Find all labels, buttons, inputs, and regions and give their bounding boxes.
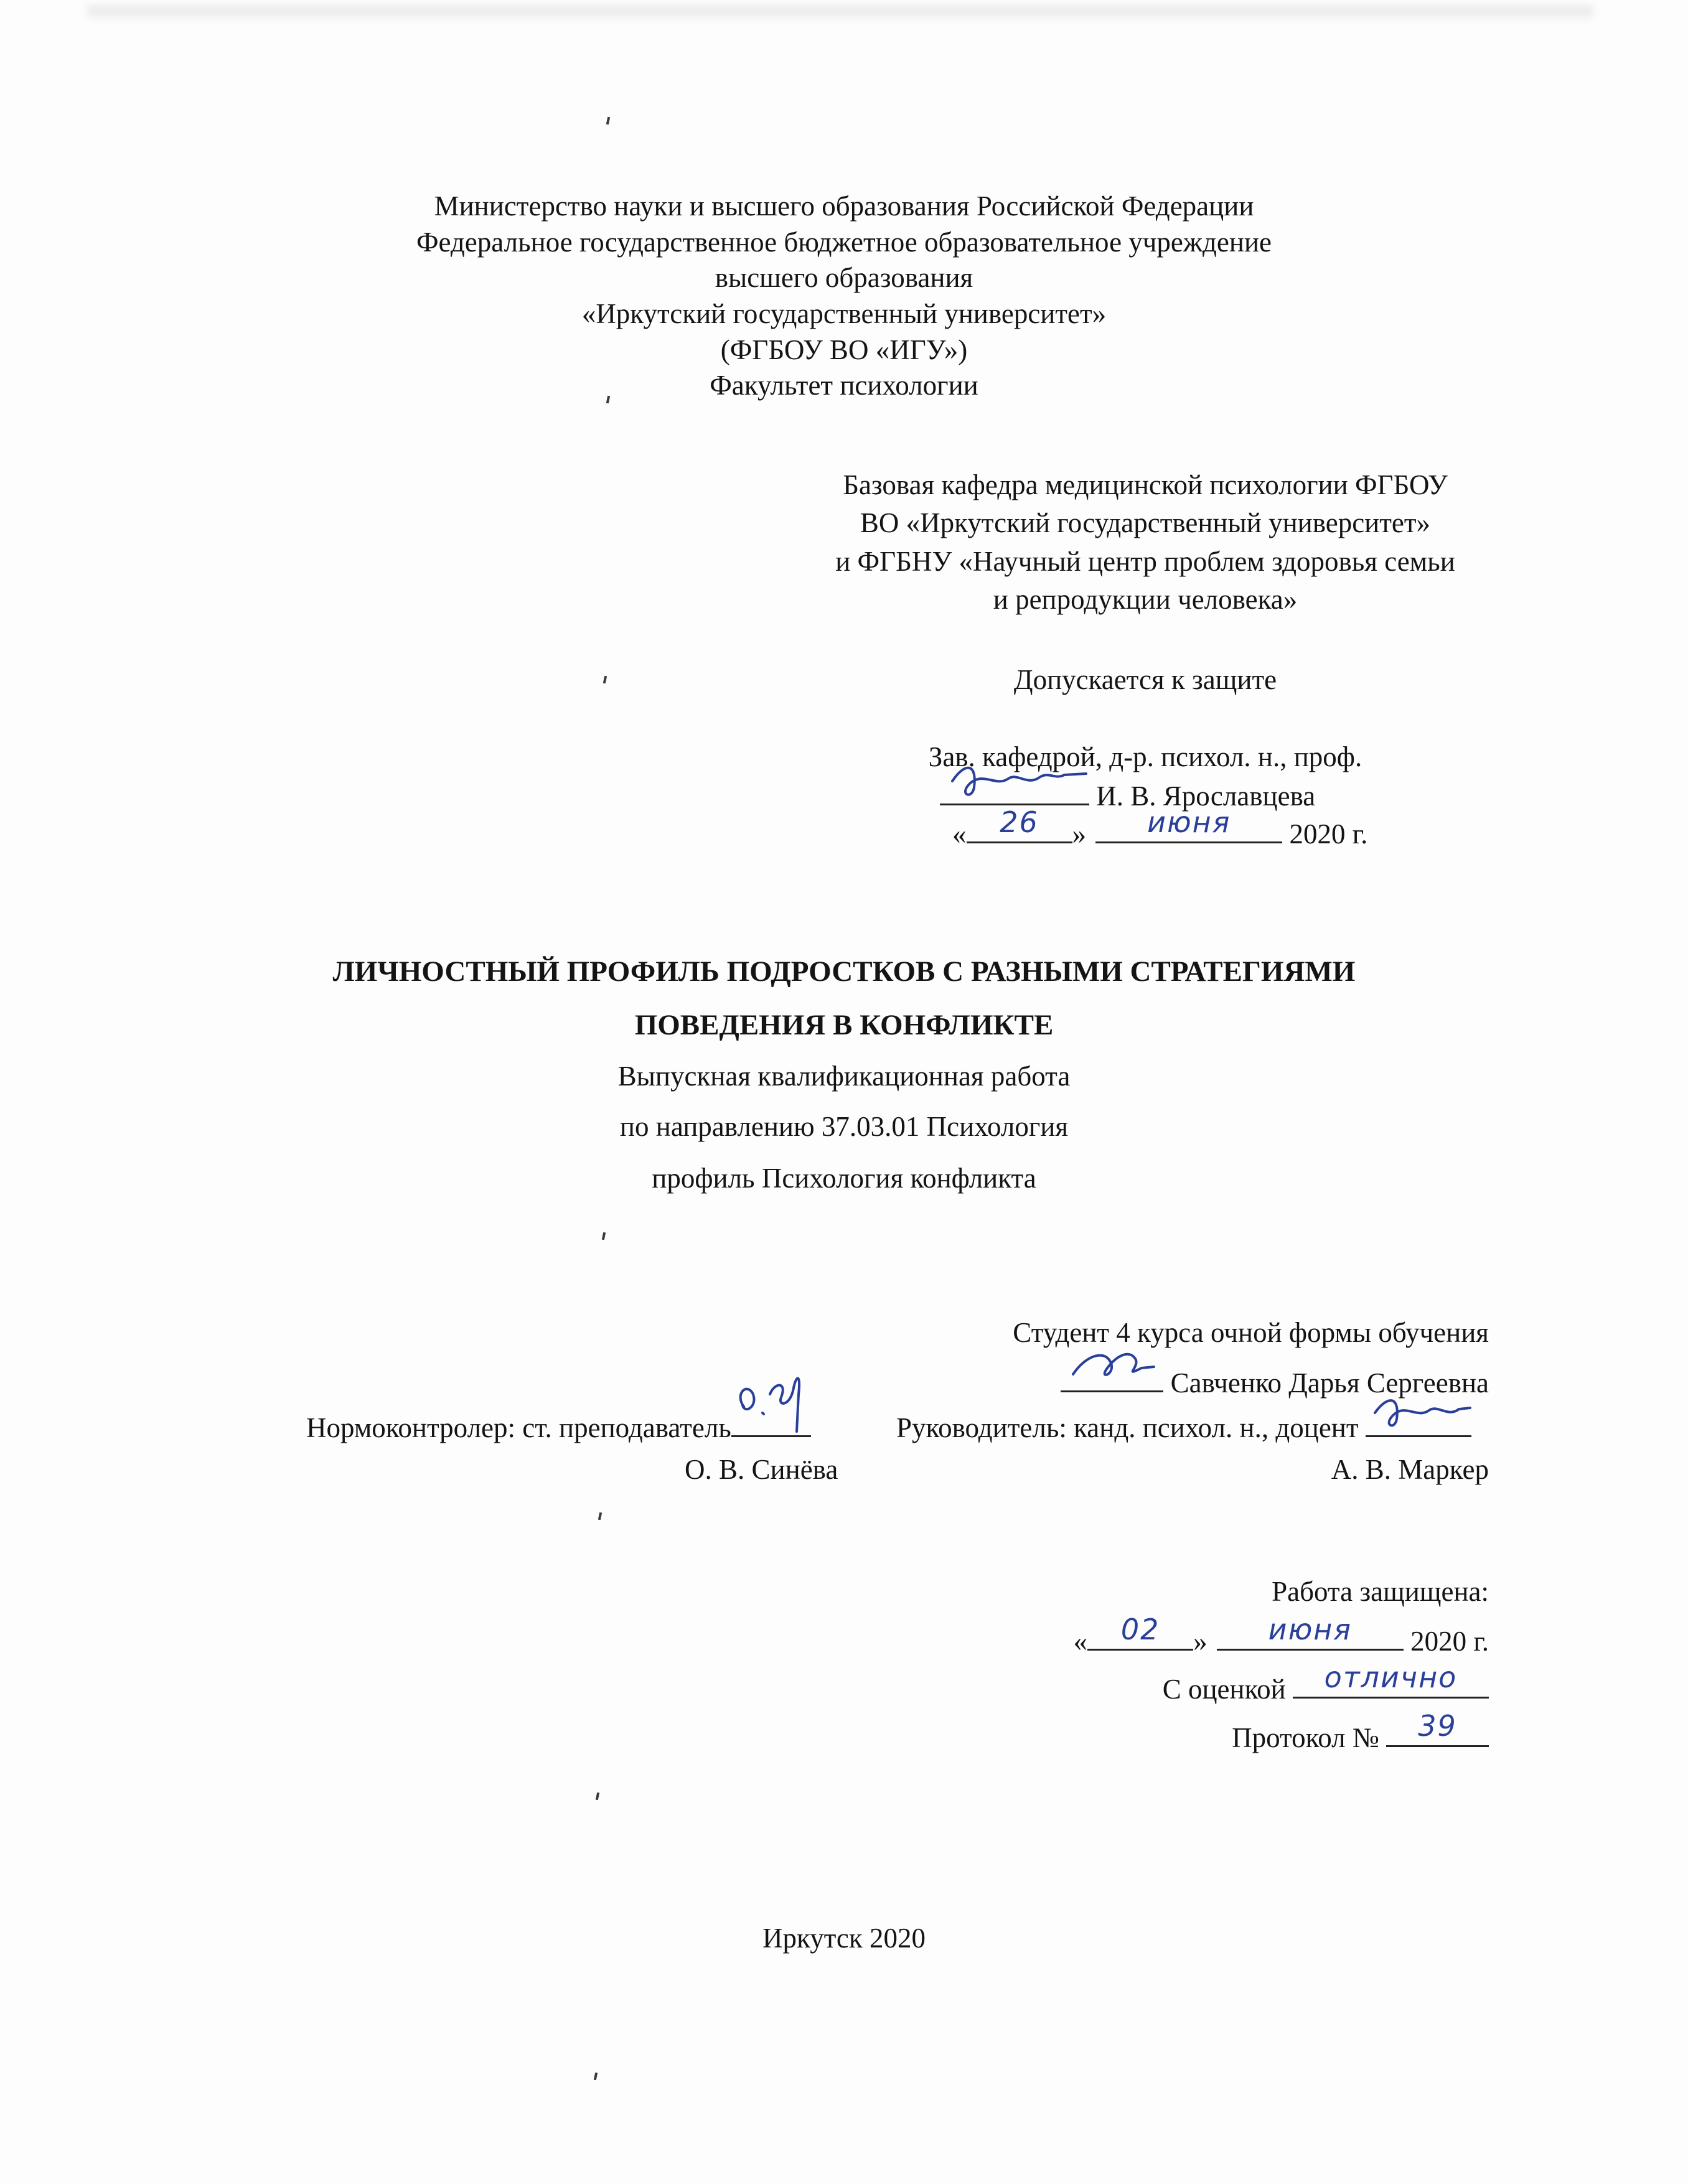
department-line-2: ВО «Иркутский государственный университет»: [860, 507, 1431, 538]
institution-line: Федеральное государственное бюджетное образовательное учреждение: [416, 227, 1272, 258]
city-year: Иркутск 2020: [762, 1923, 926, 1954]
supervisor-name: А. В. Маркер: [1331, 1454, 1489, 1485]
admission-day-blank: [967, 805, 1072, 843]
admission-open-quote: «: [952, 818, 967, 850]
head-name: И. В. Ярославцева: [1096, 780, 1316, 812]
normcontroller-signature: [731, 1369, 811, 1438]
defense-day-blank: [1087, 1613, 1193, 1651]
work-type: Выпускная квалификационная работа: [617, 1061, 1071, 1092]
scan-speck: [606, 117, 610, 125]
defense-date-row: [934, 1613, 1489, 1659]
defense-label: Работа защищена:: [1272, 1576, 1489, 1607]
scan-speck: [603, 676, 607, 684]
department-line-1: Базовая кафедра медицинской психологии ФГБОУ: [843, 469, 1448, 500]
university-line: «Иркутский государственный университет»: [581, 298, 1107, 329]
student-label: Студент 4 курса очной формы обучения: [1013, 1317, 1489, 1348]
student-name: Савченко Дарья Сергеевна: [1170, 1367, 1489, 1399]
student-signature: [1061, 1343, 1163, 1393]
direction: по направлению 37.03.01 Психология: [619, 1111, 1069, 1142]
normcontroller-label: Нормоконтролер: ст. преподаватель: [306, 1412, 731, 1443]
supervisor-signature: [1366, 1388, 1471, 1438]
department-line-4: и репродукции человека»: [993, 584, 1298, 615]
profile: профиль Психология конфликта: [652, 1163, 1036, 1194]
protocol-blank: [1386, 1709, 1489, 1747]
grade-blank: [1293, 1661, 1489, 1699]
normcontroller-name: О. В. Синёва: [685, 1454, 838, 1485]
admission-month-blank: [1095, 805, 1282, 843]
scan-speck: [598, 1512, 602, 1521]
education-level-line: высшего образования: [715, 262, 973, 293]
grade-value: отлично: [1324, 1661, 1458, 1694]
grade-label: С оценкой: [1162, 1674, 1286, 1705]
protocol-row: [1058, 1709, 1489, 1756]
scan-speck: [596, 1793, 599, 1801]
admission-close-quote: »: [1072, 818, 1086, 850]
defense-month-blank: [1217, 1613, 1404, 1651]
admission-year: 2020 г.: [1289, 818, 1368, 850]
admission-date-row: [952, 805, 1368, 852]
defense-month: июня: [1268, 1613, 1353, 1646]
defense-close-quote: »: [1193, 1626, 1207, 1657]
defense-open-quote: «: [1073, 1626, 1088, 1657]
ministry-line: Министерство науки и высшего образования Российской Федерации: [434, 190, 1254, 222]
head-signature-blank: [940, 776, 1089, 805]
student-signature-blank: [1061, 1363, 1163, 1392]
scan-speck: [594, 2073, 598, 2081]
defense-day: 02: [1120, 1613, 1160, 1646]
university-abbr-line: (ФГБОУ ВО «ИГУ»): [720, 334, 968, 365]
protocol-label: Протокол №: [1232, 1722, 1379, 1753]
supervisor-label: Руководитель: канд. психол. н., доцент: [896, 1412, 1359, 1443]
admission-label: Допускается к защите: [1013, 664, 1277, 695]
normcontroller-row: [306, 1408, 811, 1446]
department-line-3: и ФГБНУ «Научный центр проблем здоровья семьи: [835, 546, 1455, 577]
defense-year: 2020 г.: [1410, 1626, 1489, 1657]
normcontroller-signature-blank: [731, 1408, 811, 1437]
head-of-department-title: Зав. кафедрой, д-р. психол. н., проф.: [928, 741, 1362, 772]
supervisor-signature-blank: [1366, 1408, 1471, 1437]
thesis-title-line-1: ЛИЧНОСТНЫЙ ПРОФИЛЬ ПОДРОСТКОВ С РАЗНЫМИ СТРАТЕГИЯМИ: [332, 955, 1356, 988]
admission-month: июня: [1147, 805, 1231, 839]
scan-shadow: [87, 6, 1593, 22]
scan-speck: [602, 1232, 606, 1240]
grade-row: [996, 1661, 1489, 1707]
thesis-title-line-2: ПОВЕДЕНИЯ В КОНФЛИКТЕ: [634, 1009, 1054, 1041]
protocol-number: 39: [1418, 1709, 1457, 1743]
faculty-line: Факультет психологии: [710, 370, 978, 401]
supervisor-row: [896, 1408, 1471, 1446]
admission-day: 26: [1000, 805, 1039, 839]
head-signature: [940, 756, 1089, 806]
